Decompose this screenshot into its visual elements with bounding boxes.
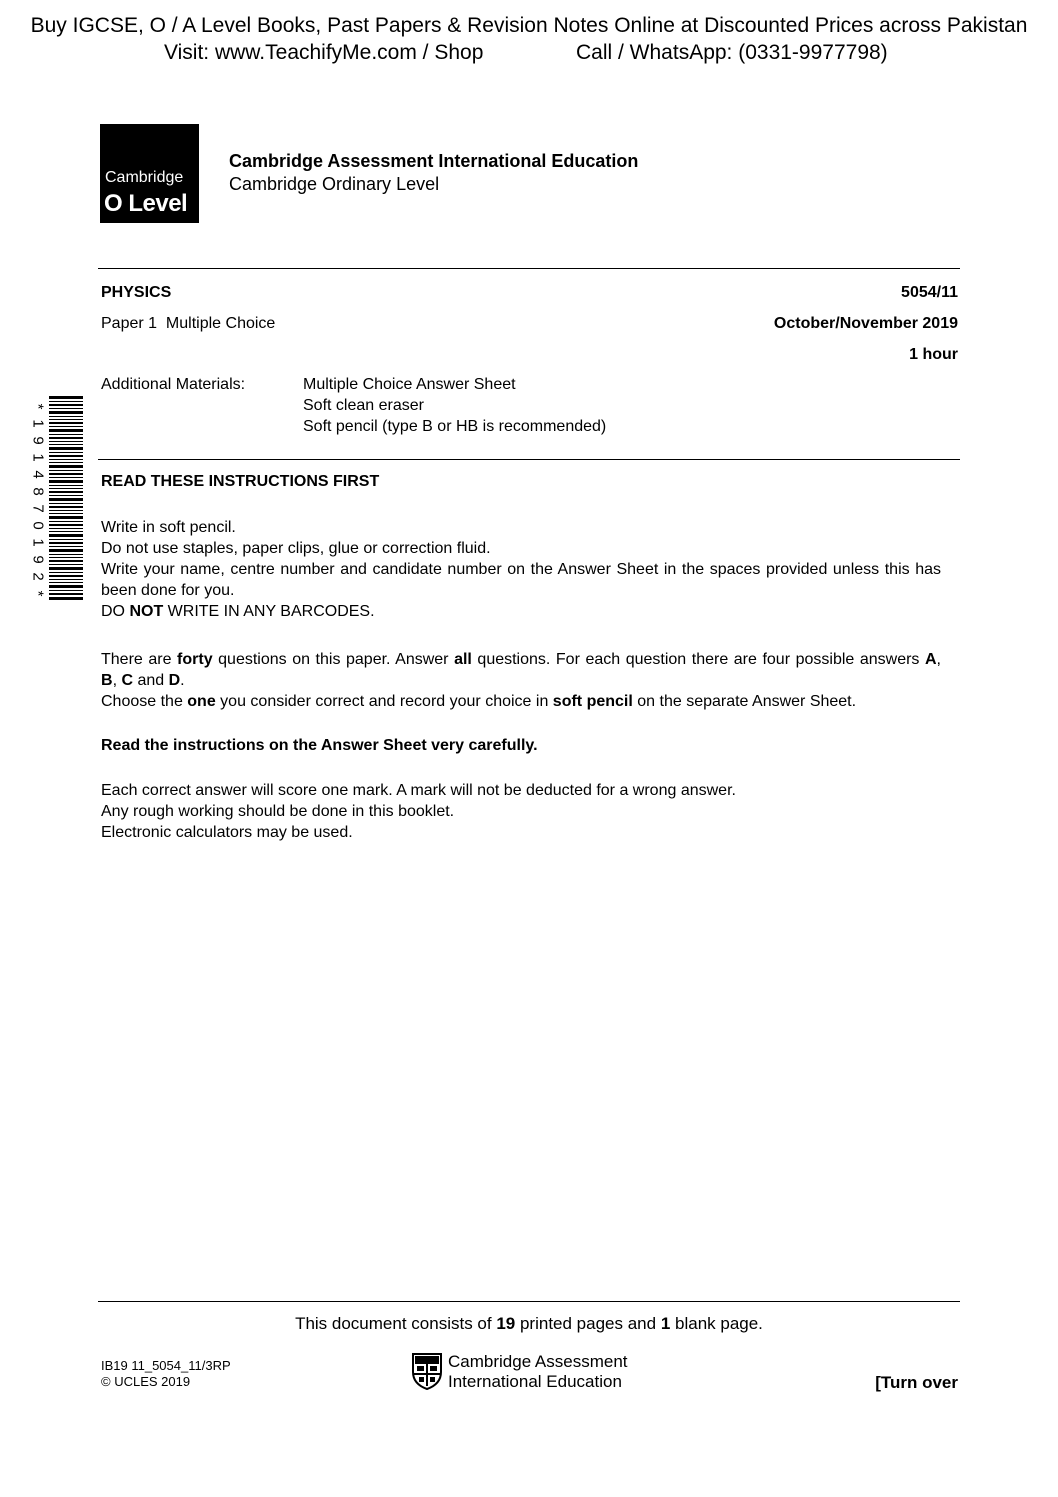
barcode-digit: * (29, 403, 47, 410)
instructions-block-2 (101, 649, 941, 712)
page-count-note: This document consists of 19 printed pages and 1 blank page. (295, 1314, 763, 1333)
barcode-digit: 2 (29, 572, 47, 581)
material-item: Multiple Choice Answer Sheet (303, 376, 516, 393)
barcode-digit: 1 (29, 453, 47, 462)
organisation-name: Cambridge Assessment International Education (229, 151, 639, 171)
materials-label: Additional Materials: (101, 376, 246, 393)
logo-text-line1: Cambridge Assessment (448, 1352, 628, 1371)
logo-line1: Cambridge (105, 169, 184, 186)
barcode-digit: 4 (29, 470, 47, 479)
qualification-level: Cambridge Ordinary Level (229, 174, 440, 194)
barcode-digit: 1 (29, 538, 47, 547)
document-reference (101, 1358, 231, 1390)
instructions-heading: READ THESE INSTRUCTIONS FIRST (101, 473, 380, 490)
instructions-emphasis: Read the instructions on the Answer Sheet very carefully. (101, 737, 538, 754)
exam-session: October/November 2019 (773, 315, 958, 332)
visit-link[interactable]: Visit: www.TeachifyMe.com / Shop (164, 41, 484, 64)
turn-over-label: [Turn over (875, 1373, 958, 1392)
logo-text-line2: International Education (448, 1372, 622, 1391)
divider (98, 268, 960, 269)
promo-banner-line1: Buy IGCSE, O / A Level Books, Past Papers & Revision Notes Online at Discounted Prices across Pakistan (30, 14, 1028, 37)
instruction-line: Each correct answer will score one mark. A mark will not be deducted for a wrong answer. (101, 782, 736, 799)
subject-title: PHYSICS (101, 284, 172, 301)
instruction-line: Write in soft pencil. (101, 519, 236, 536)
instructions-block-1 (101, 517, 941, 622)
barcode-digit: 1 (29, 419, 47, 428)
instruction-line: Choose the one you consider correct and record your choice in soft pencil on the separate Answer Sheet. (101, 693, 857, 710)
paper-title: Paper 1 Multiple Choice (101, 315, 276, 332)
contact-text: Call / WhatsApp: (0331-9977798) (576, 41, 888, 64)
divider (98, 459, 960, 460)
barcode-digit: 9 (29, 555, 47, 564)
copyright: © UCLES 2019 (101, 1374, 191, 1389)
paper-code: 5054/11 (901, 284, 958, 301)
instruction-line: Do not use staples, paper clips, glue or correction fluid. (101, 540, 491, 557)
reference-code: IB19 11_5054_11/3RP (101, 1358, 231, 1373)
barcode-digits (29, 398, 47, 602)
instruction-line: Write your name, centre number and candidate number on the Answer Sheet in the spaces provided unless this has been done for you. (101, 561, 941, 599)
divider (98, 1301, 960, 1302)
instructions-block-3 (101, 780, 941, 843)
logo-line2: O Level (104, 190, 188, 217)
material-item: Soft pencil (type B or HB is recommended) (303, 418, 607, 435)
materials-list (303, 375, 606, 438)
barcode-digit: 0 (29, 521, 47, 530)
instruction-line: There are forty questions on this paper. Answer all questions. For each question there are four possible answers A, B, C and D. (101, 651, 941, 689)
cambridge-olevel-logo (100, 124, 199, 223)
instruction-line: DO NOT WRITE IN ANY BARCODES. (101, 603, 375, 620)
cambridge-shield-icon (411, 1352, 443, 1390)
material-item: Soft clean eraser (303, 397, 424, 414)
instruction-line: Any rough working should be done in this booklet. (101, 803, 455, 820)
exam-duration: 1 hour (909, 346, 958, 363)
barcode-digit: 8 (29, 487, 47, 496)
barcode-digit: 9 (29, 436, 47, 445)
cambridge-assessment-logo-text (448, 1352, 628, 1392)
instruction-line: Electronic calculators may be used. (101, 824, 353, 841)
barcode-digit: 7 (29, 504, 47, 513)
barcode-image (49, 396, 83, 600)
barcode-digit: * (29, 590, 47, 597)
